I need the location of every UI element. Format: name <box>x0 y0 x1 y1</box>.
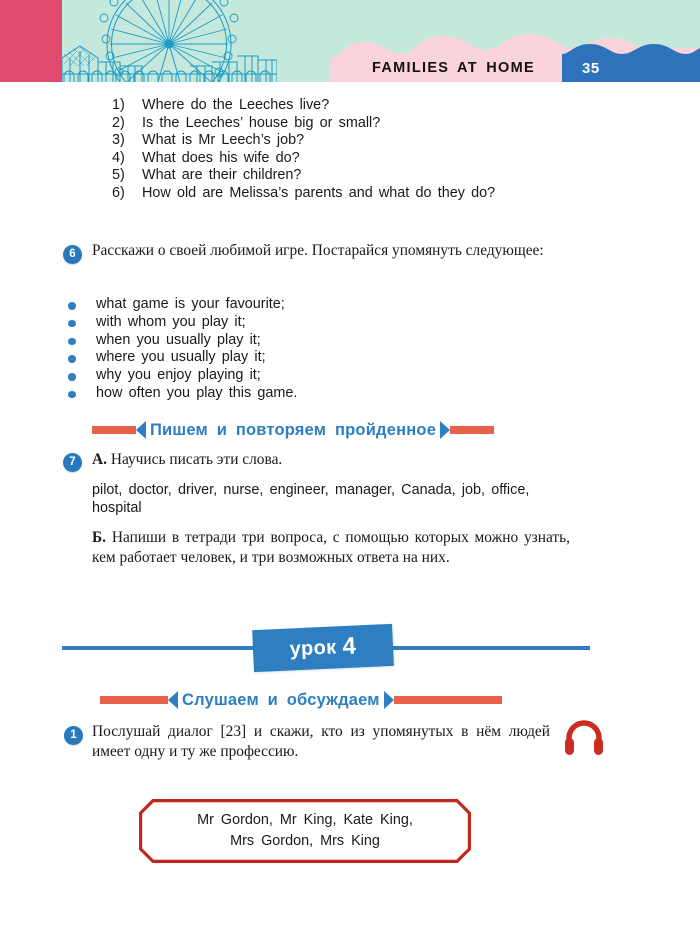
lesson-banner <box>0 625 700 671</box>
question-list <box>112 97 592 203</box>
lesson-banner-label <box>252 624 394 672</box>
question-number: 4) <box>112 149 125 166</box>
bullet-text: why you enjoy playing it; <box>96 367 261 384</box>
chevron-right-icon <box>440 421 450 439</box>
page-number: 35 <box>582 60 600 77</box>
list-item <box>68 332 468 350</box>
headphones-icon <box>562 718 606 760</box>
ribbon-bar-left <box>100 696 168 704</box>
part-letter-a: А. <box>92 451 107 468</box>
list-item <box>112 167 592 185</box>
exercise-1-prompt: Послушай диалог [23] и скажи, кто из упомянутых в нём людей имеет одну и ту же профессию. <box>92 723 550 760</box>
exercise-number-badge-1: 1 <box>64 726 83 745</box>
lesson-word: урок <box>289 635 338 661</box>
section-heading-label: Слушаем и обсуждаем <box>182 690 380 709</box>
ribbon-bar-right <box>394 696 502 704</box>
chevron-left-icon <box>136 421 146 439</box>
names-box <box>139 799 471 863</box>
exercise-7-part-b <box>92 528 570 568</box>
exercise-6-bullet-list <box>68 296 468 403</box>
list-item <box>112 115 592 133</box>
london-eye-ferris-wheel-icon <box>62 0 277 82</box>
list-item <box>112 132 592 150</box>
bullet-text: with whom you play it; <box>96 313 246 330</box>
section-heading-write <box>92 418 494 442</box>
part-b-text: Напиши в тетради три вопроса, с помощью которых можно узнать, кем работает человек, и три возможных ответа на них. <box>92 529 570 566</box>
lesson-rule-left <box>62 646 262 650</box>
question-text: Where do the Leeches live? <box>142 97 330 113</box>
exercise-number-badge-7: 7 <box>63 453 82 472</box>
list-item <box>112 185 592 203</box>
exercise-6-prompt: Расскажи о своей любимой игре. Постарайся упомянуть следующее: <box>92 242 544 259</box>
question-number: 6) <box>112 184 125 201</box>
chevron-right-icon <box>384 691 394 709</box>
exercise-number-badge-6: 6 <box>63 245 82 264</box>
names-line-2: Mrs Gordon, Mrs King <box>230 833 380 849</box>
question-number: 5) <box>112 167 125 184</box>
part-letter-b: Б. <box>92 529 107 546</box>
section-heading-label: Пишем и повторяем пройденное <box>150 420 437 439</box>
question-text: How old are Melissa’s parents and what do they do? <box>142 184 496 201</box>
bullet-text: what game is your favourite; <box>96 296 285 312</box>
running-title: FAMILIES AT HOME <box>372 60 535 76</box>
lesson-number: 4 <box>341 632 357 661</box>
question-text: What is Mr Leech’s job? <box>142 132 305 149</box>
chevron-left-icon <box>168 691 178 709</box>
bullet-text: when you usually play it; <box>96 331 261 348</box>
exercise-7-word-list: pilot, doctor, driver, nurse, engineer, manager, Canada, job, office, hospital <box>92 482 530 516</box>
section-heading-listen <box>100 688 502 712</box>
part-a-text: Научись писать эти слова. <box>110 451 283 468</box>
names-box-content <box>139 799 471 863</box>
names-line-1: Mr Gordon, Mr King, Kate King, <box>197 812 413 828</box>
ribbon-bar-left <box>92 426 136 434</box>
question-number: 1) <box>112 97 125 113</box>
bullet-text: where you usually play it; <box>96 349 266 366</box>
list-item <box>68 349 468 367</box>
list-item <box>68 385 468 403</box>
list-item <box>112 97 592 115</box>
question-number: 3) <box>112 132 125 149</box>
list-item <box>68 367 468 385</box>
list-item <box>112 150 592 168</box>
question-text: What are their children? <box>142 167 302 184</box>
list-item <box>68 296 468 314</box>
exercise-7-part-a <box>92 450 574 470</box>
lesson-rule-right <box>372 646 590 650</box>
ribbon-bar-right <box>450 426 494 434</box>
bullet-text: how often you play this game. <box>96 384 298 401</box>
page-header <box>0 0 700 82</box>
question-text: Is the Leeches’ house big or small? <box>142 114 381 131</box>
question-text: What does his wife do? <box>142 149 300 166</box>
question-number: 2) <box>112 114 125 131</box>
list-item <box>68 314 468 332</box>
header-crimson-block <box>0 0 62 82</box>
